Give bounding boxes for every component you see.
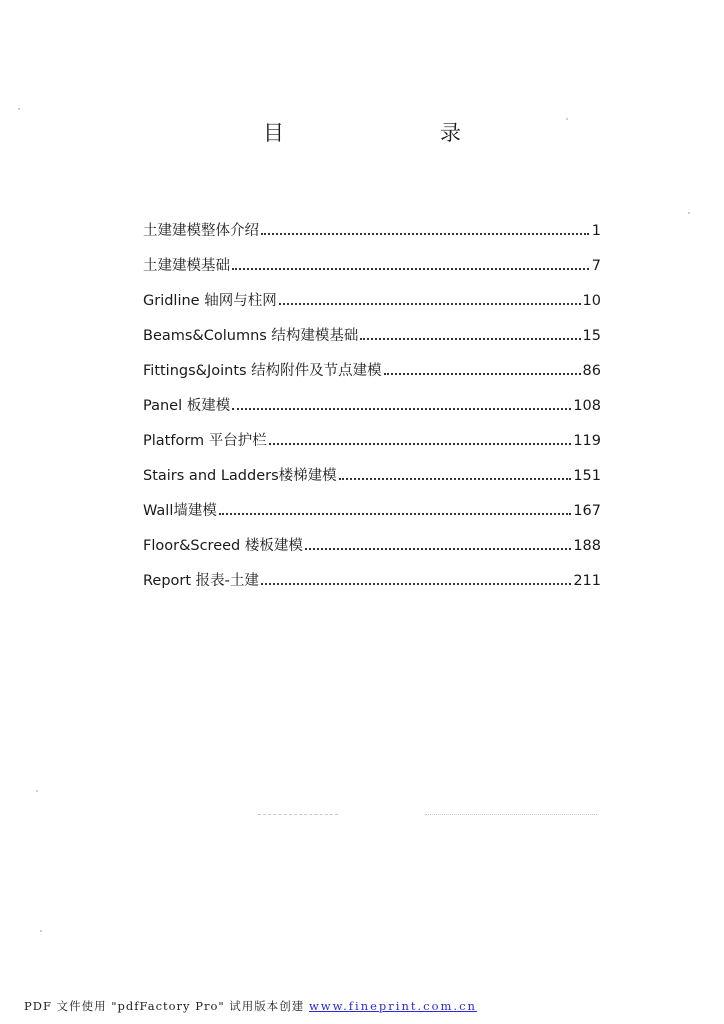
toc-entry-label: Wall墙建模: [143, 503, 217, 519]
toc-entry[interactable]: [143, 394, 601, 429]
toc-entry[interactable]: [143, 254, 601, 289]
toc-entry[interactable]: [143, 569, 601, 604]
toc-entry-page: 86: [582, 363, 601, 379]
toc-entry-page: 119: [573, 433, 601, 449]
toc-entry-label: Fittings&Joints 结构附件及节点建模: [143, 363, 382, 379]
table-of-contents: [143, 219, 601, 604]
toc-dot-leader: [232, 408, 571, 410]
toc-entry-page: 108: [573, 398, 601, 414]
toc-dot-leader: [279, 303, 581, 305]
toc-entry-label: Panel 板建模: [143, 398, 231, 414]
toc-entry-label: Floor&Screed 楼板建模: [143, 538, 303, 554]
scan-artifact-line: [258, 814, 338, 815]
toc-entry-page: 10: [582, 293, 601, 309]
toc-dot-leader: [261, 583, 571, 585]
toc-entry-label: Beams&Columns 结构建模基础: [143, 328, 359, 344]
toc-entry-label: Stairs and Ladders楼梯建模: [143, 468, 337, 484]
toc-entry[interactable]: [143, 359, 601, 394]
toc-dot-leader: [305, 548, 571, 550]
toc-entry-label: Platform 平台护栏: [143, 433, 267, 449]
toc-entry-label: 土建建模基础: [143, 258, 230, 274]
pdf-footer: [24, 998, 477, 1014]
page-title: 目 录: [263, 121, 499, 145]
toc-entry[interactable]: [143, 219, 601, 254]
toc-entry[interactable]: [143, 534, 601, 569]
scan-speck: [40, 930, 42, 932]
scan-speck: [688, 212, 690, 214]
toc-entry-page: 1: [591, 223, 601, 239]
toc-entry-page: 167: [573, 503, 601, 519]
toc-entry[interactable]: [143, 324, 601, 359]
toc-entry-page: 151: [573, 468, 601, 484]
toc-entry[interactable]: [143, 464, 601, 499]
scan-speck: [18, 108, 20, 110]
toc-entry-label: Gridline 轴网与柱网: [143, 293, 277, 309]
toc-entry-label: 土建建模整体介绍: [143, 223, 259, 239]
toc-entry[interactable]: [143, 289, 601, 324]
footer-text: PDF 文件使用 "pdfFactory Pro" 试用版本创建: [24, 999, 309, 1013]
toc-dot-leader: [219, 513, 571, 515]
toc-entry-page: 15: [582, 328, 601, 344]
toc-dot-leader: [339, 478, 572, 480]
toc-dot-leader: [360, 338, 580, 340]
toc-dot-leader: [384, 373, 581, 375]
toc-entry-page: 7: [591, 258, 601, 274]
toc-entry-page: 211: [573, 573, 601, 589]
toc-entry[interactable]: [143, 499, 601, 534]
toc-entry[interactable]: [143, 429, 601, 464]
scan-speck: [36, 790, 38, 792]
scan-speck: [566, 118, 568, 120]
footer-link[interactable]: www.fineprint.com.cn: [308, 999, 477, 1013]
toc-dot-leader: [232, 268, 589, 270]
toc-entry-page: 188: [573, 538, 601, 554]
toc-dot-leader: [261, 233, 589, 235]
scan-artifact-line: [425, 814, 597, 815]
toc-dot-leader: [269, 443, 572, 445]
toc-entry-label: Report 报表-土建: [143, 573, 259, 589]
